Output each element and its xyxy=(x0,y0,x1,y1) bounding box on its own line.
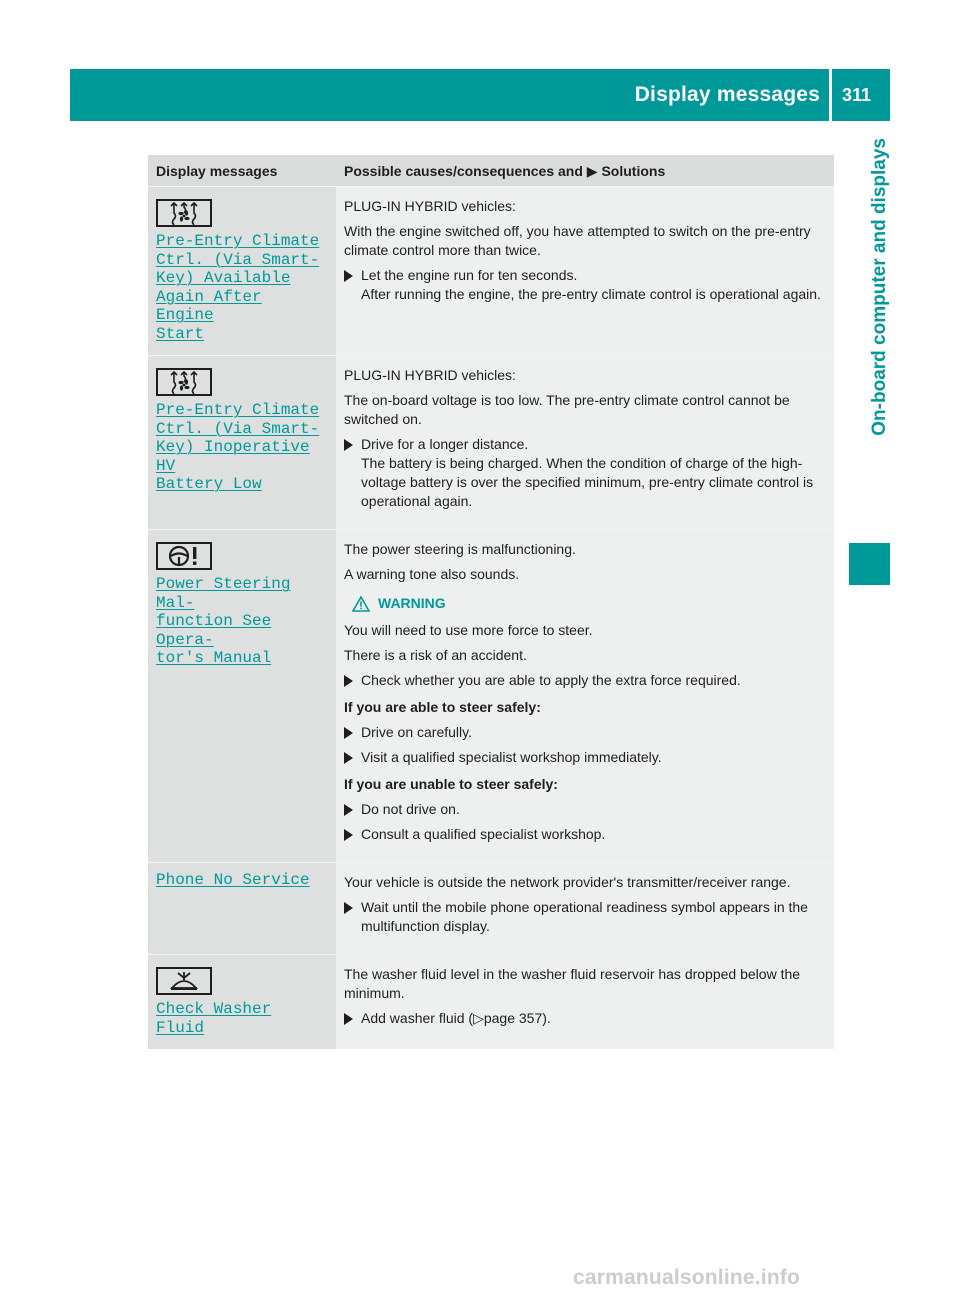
table-header-row xyxy=(148,155,834,187)
unable-heading: If you are unable to steer safely: xyxy=(344,776,558,792)
header-divider xyxy=(829,69,832,121)
message-text: Phone No Service xyxy=(156,871,310,889)
solution-cell xyxy=(336,955,834,1050)
side-tab-label: On-board computer and displays xyxy=(869,138,890,436)
table-row xyxy=(148,187,834,356)
table-row xyxy=(148,530,834,863)
cause-text: The washer fluid level in the washer fluid reservoir has dropped below the minimum. xyxy=(344,966,801,1001)
page-reference-arrow-icon: ▷ xyxy=(473,1010,484,1026)
cause-text-2: A warning tone also sounds. xyxy=(344,566,520,582)
step-note: After running the engine, the pre-entry climate control is operational again. xyxy=(361,286,821,302)
header-bar xyxy=(70,69,890,121)
washer-fluid-icon xyxy=(156,967,212,995)
column-header-messages: Display messages xyxy=(148,155,336,187)
cause-text: The power steering is malfunctioning. xyxy=(344,541,576,557)
cause-text: With the engine switched off, you have attempted to switch on the pre-entry climate control more than twice. xyxy=(344,223,811,258)
solution-step: Drive on carefully. xyxy=(344,723,826,742)
cause-text: Your vehicle is outside the network provider's transmitter/receiver range. xyxy=(344,874,791,890)
climate-fan-icon xyxy=(156,199,212,227)
solution-step xyxy=(344,266,826,304)
message-text: Check Washer Fluid xyxy=(156,1000,272,1037)
step-text-end: ). xyxy=(542,1010,551,1026)
step-note: The battery is being charged. When the condition of charge of the high-voltage battery is over the specified minimum, pre-entry climate control is operational again. xyxy=(361,455,814,509)
vehicle-type-note: PLUG-IN HYBRID vehicles: xyxy=(344,367,516,383)
table-row xyxy=(148,356,834,530)
column-header-causes: Possible causes/consequences and xyxy=(344,162,583,179)
solution-step: Wait until the mobile phone operational readiness symbol appears in the multifunction display. xyxy=(344,898,826,936)
message-text: Pre-Entry Climate Ctrl. (Via Smart‐ Key) Available Again After Engine Start xyxy=(156,232,320,343)
page-number: 311 xyxy=(842,85,872,105)
column-header-solutions-label: Solutions xyxy=(601,162,666,179)
message-cell xyxy=(148,530,336,863)
arrow-right-icon: ▶ xyxy=(586,162,598,179)
display-messages-table xyxy=(148,155,834,1049)
steering-warning-icon xyxy=(156,542,212,570)
solution-step xyxy=(344,435,826,511)
step-text: Add washer fluid ( xyxy=(361,1010,474,1026)
message-cell xyxy=(148,955,336,1050)
side-tab-marker xyxy=(849,543,890,585)
message-cell xyxy=(148,863,336,955)
solution-step xyxy=(344,1009,826,1028)
side-tab xyxy=(849,133,890,533)
solution-cell xyxy=(336,863,834,955)
solution-step: Do not drive on. xyxy=(344,800,826,819)
able-heading: If you are able to steer safely: xyxy=(344,699,541,715)
warning-triangle-icon xyxy=(352,596,370,612)
solution-step: Visit a qualified specialist workshop immediately. xyxy=(344,748,826,767)
message-text: Power Steering Mal‐ function See Opera‐ tor's Manual xyxy=(156,575,291,667)
solution-cell xyxy=(336,530,834,863)
column-header-solutions xyxy=(336,155,834,187)
table-row xyxy=(148,955,834,1050)
vehicle-type-note: PLUG-IN HYBRID vehicles: xyxy=(344,198,516,214)
message-text: Pre-Entry Climate Ctrl. (Via Smart‐ Key) Inoperative HV Battery Low xyxy=(156,401,320,493)
message-cell xyxy=(148,187,336,356)
solution-step: Check whether you are able to apply the extra force required. xyxy=(344,671,826,690)
solution-cell xyxy=(336,356,834,530)
warning-label: WARNING xyxy=(378,595,446,611)
warning-text: You will need to use more force to steer. xyxy=(344,622,593,638)
solution-step: Consult a qualified specialist workshop. xyxy=(344,825,826,844)
warning-row xyxy=(344,594,826,613)
message-cell xyxy=(148,356,336,530)
warning-text-2: There is a risk of an accident. xyxy=(344,647,527,663)
step-text: Let the engine run for ten seconds. xyxy=(361,267,578,283)
watermark: carmanualsonline.info xyxy=(573,1266,801,1289)
step-text: Drive for a longer distance. xyxy=(361,436,529,452)
solution-cell xyxy=(336,187,834,356)
climate-fan-icon xyxy=(156,368,212,396)
page-title: Display messages xyxy=(634,83,820,106)
table-row xyxy=(148,863,834,955)
page-reference-link[interactable]: page 357 xyxy=(483,1010,543,1026)
cause-text: The on-board voltage is too low. The pre-entry climate control cannot be switched on. xyxy=(344,392,790,427)
